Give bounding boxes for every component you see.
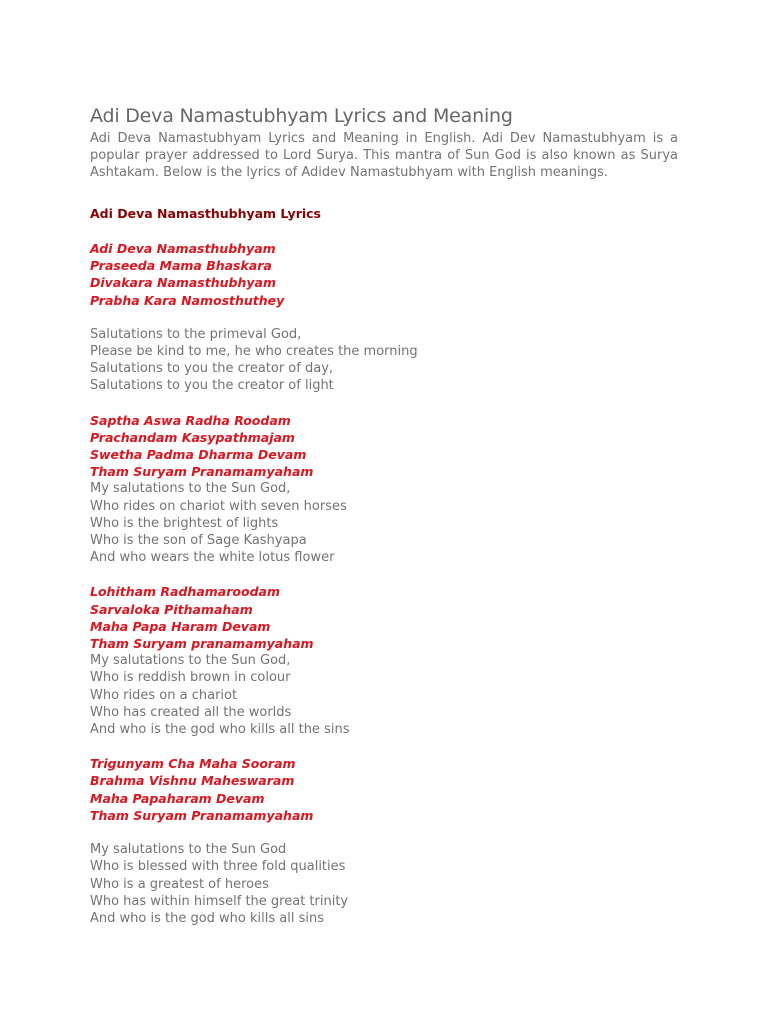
verse-3 bbox=[90, 583, 678, 652]
verse-line: Trigunyam Cha Maha Sooram bbox=[90, 756, 296, 772]
verse-line: Prabha Kara Namosthuthey bbox=[90, 292, 285, 308]
verse-line: Tham Suryam pranamamyaham bbox=[90, 636, 314, 652]
meaning-4 bbox=[90, 841, 678, 927]
page-title: Adi Deva Namastubhyam Lyrics and Meaning bbox=[90, 105, 513, 127]
intro-paragraph: Adi Deva Namastubhyam Lyrics and Meaning in English. Adi Dev Namastubhyam is a popular prayer addressed to Lord Surya. This mantra of Sun God is also known as Surya Ashtakam. Below is the lyrics of Adidev Namastubhyam with English meanings. bbox=[90, 131, 678, 180]
meaning-line: My salutations to the Sun God, bbox=[90, 481, 291, 497]
meaning-line: Who rides on a chariot bbox=[90, 687, 238, 703]
verse-2 bbox=[90, 412, 678, 481]
meaning-line: And who wears the white lotus flower bbox=[90, 550, 335, 566]
verse-line: Praseeda Mama Bhaskara bbox=[90, 258, 272, 274]
meaning-2 bbox=[90, 480, 678, 566]
meaning-line: Who is blessed with three fold qualities bbox=[90, 859, 346, 875]
meaning-line: Salutations to the primeval God, bbox=[90, 326, 302, 342]
meaning-line: Who rides on chariot with seven horses bbox=[90, 498, 347, 514]
verse-line: Maha Papaharam Devam bbox=[90, 790, 265, 806]
meaning-3 bbox=[90, 652, 678, 738]
verse-line: Swetha Padma Dharma Devam bbox=[90, 447, 307, 463]
meaning-line: And who is the god who kills all the sins bbox=[90, 722, 350, 738]
verse-line: Divakara Namasthubhyam bbox=[90, 275, 276, 291]
meaning-line: Who has created all the worlds bbox=[90, 704, 292, 720]
meaning-line: Who is reddish brown in colour bbox=[90, 670, 291, 686]
meaning-line: Who is a greatest of heroes bbox=[90, 876, 269, 892]
meaning-line: Salutations to you the creator of light bbox=[90, 378, 334, 394]
meaning-line: Salutations to you the creator of day, bbox=[90, 361, 334, 377]
verse-line: Maha Papa Haram Devam bbox=[90, 618, 271, 634]
meaning-line: My salutations to the Sun God bbox=[90, 842, 287, 858]
verse-line: Tham Suryam Pranamamyaham bbox=[90, 807, 314, 823]
meaning-1 bbox=[90, 326, 678, 395]
meaning-line: My salutations to the Sun God, bbox=[90, 653, 291, 669]
verse-4 bbox=[90, 755, 678, 824]
meaning-line: And who is the god who kills all sins bbox=[90, 910, 324, 926]
meaning-line: Please be kind to me, he who creates the morning bbox=[90, 344, 418, 360]
lyrics-heading: Adi Deva Namasthubhyam Lyrics bbox=[90, 206, 321, 221]
meaning-line: Who is the brightest of lights bbox=[90, 515, 279, 531]
verse-line: Lohitham Radhamaroodam bbox=[90, 584, 280, 600]
verse-line: Adi Deva Namasthubhyam bbox=[90, 241, 276, 256]
meaning-line: Who has within himself the great trinity bbox=[90, 893, 349, 909]
verse-line: Tham Suryam Pranamamyaham bbox=[90, 464, 314, 480]
verse-line: Prachandam Kasypathmajam bbox=[90, 429, 295, 445]
verse-line: Saptha Aswa Radha Roodam bbox=[90, 412, 291, 428]
verse-line: Brahma Vishnu Maheswaram bbox=[90, 773, 295, 789]
meaning-line: Who is the son of Sage Kashyapa bbox=[90, 533, 307, 549]
verse-line: Sarvaloka Pithamaham bbox=[90, 601, 253, 617]
verse-1 bbox=[90, 240, 678, 309]
